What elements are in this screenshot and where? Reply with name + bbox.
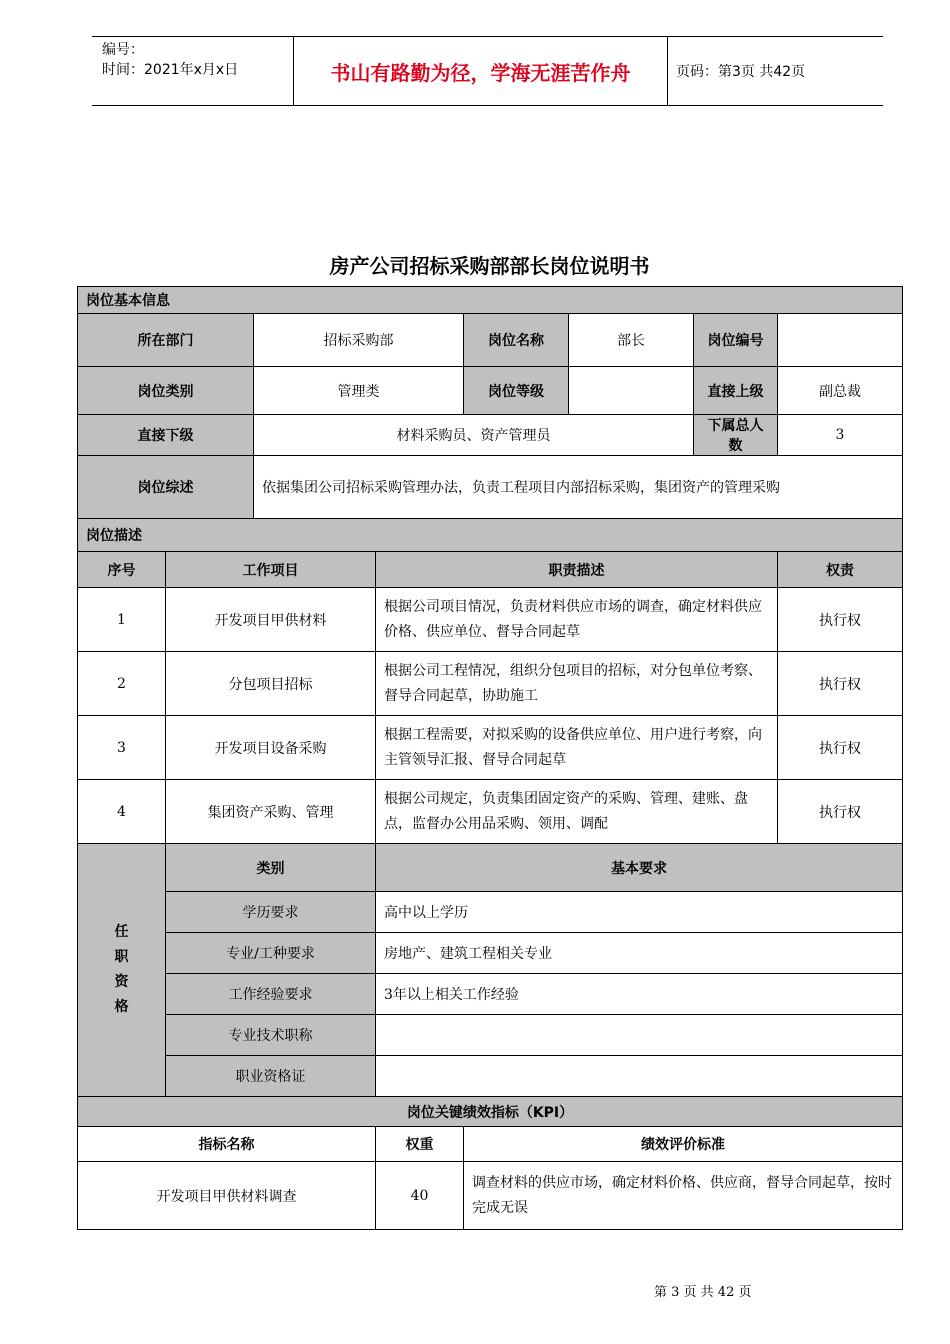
qualification-char: 资 [114, 974, 129, 990]
section-duties: 岗位描述 [78, 519, 903, 552]
position-name-value: 部长 [569, 314, 694, 367]
qual-category: 专业/工种要求 [166, 933, 376, 974]
duty-header-right: 权责 [778, 552, 903, 588]
position-code-value [778, 314, 903, 367]
duty-item: 开发项目设备采购 [166, 716, 376, 780]
summary-value: 依据集团公司招标采购管理办法，负责工程项目内部招标采购，集团资产的管理采购 [254, 456, 903, 519]
dept-label: 所在部门 [78, 314, 254, 367]
headcount-label: 下属总人数 [694, 415, 778, 456]
section-kpi: 岗位关键绩效指标（KPI） [78, 1097, 903, 1127]
document-title: 房产公司招标采购部部长岗位说明书 [329, 254, 650, 278]
kpi-header-name: 指标名称 [78, 1127, 376, 1162]
qual-category: 职业资格证 [166, 1056, 376, 1097]
table-row [78, 974, 903, 1015]
duty-item: 分包项目招标 [166, 652, 376, 716]
qual-requirement: 房地产、建筑工程相关专业 [376, 933, 903, 974]
duty-no: 2 [78, 652, 166, 716]
duty-item: 集团资产采购、管理 [166, 780, 376, 844]
duty-header-item: 工作项目 [166, 552, 376, 588]
table-row [78, 780, 903, 844]
duty-item: 开发项目甲供材料 [166, 588, 376, 652]
duty-right: 执行权 [778, 716, 903, 780]
qualification-char: 格 [114, 999, 129, 1015]
qual-category: 学历要求 [166, 892, 376, 933]
duty-right: 执行权 [778, 780, 903, 844]
table-row [78, 892, 903, 933]
section-qualification [78, 844, 166, 1097]
subordinate-value: 材料采购员、资产管理员 [254, 415, 694, 456]
duty-desc: 根据公司项目情况，负责材料供应市场的调查，确定材料供应价格、供应单位、督导合同起草 [376, 588, 778, 652]
duty-right: 执行权 [778, 652, 903, 716]
page-footer: 第 3 页 共 42 页 [654, 1285, 752, 1300]
kpi-weight: 40 [376, 1162, 464, 1230]
duty-desc: 根据公司规定，负责集团固定资产的采购、管理、建账、盘点，监督办公用品采购、领用、调配 [376, 780, 778, 844]
duty-header-no: 序号 [78, 552, 166, 588]
duty-header-desc: 职责描述 [376, 552, 778, 588]
qual-requirement: 3年以上相关工作经验 [376, 974, 903, 1015]
grade-label: 岗位等级 [464, 367, 569, 415]
superior-label: 直接上级 [694, 367, 778, 415]
table-row [78, 1162, 903, 1230]
table-row [78, 1015, 903, 1056]
kpi-standard: 调查材料的供应市场，确定材料价格、供应商，督导合同起草，按时完成无误 [464, 1162, 903, 1230]
job-description-table [77, 286, 903, 1230]
qual-requirement [376, 1015, 903, 1056]
code-label: 编号： [102, 42, 144, 58]
page-header [92, 36, 883, 106]
header-motto-cell [294, 37, 668, 105]
duty-desc: 根据工程需要，对拟采购的设备供应单位、用户进行考察，向主管领导汇报、督导合同起草 [376, 716, 778, 780]
kpi-header-weight: 权重 [376, 1127, 464, 1162]
duty-no: 1 [78, 588, 166, 652]
header-page-cell [668, 37, 883, 105]
time-label: 时间：2021年x月x日 [102, 62, 239, 78]
table-row [78, 933, 903, 974]
position-code-label: 岗位编号 [694, 314, 778, 367]
type-label: 岗位类别 [78, 367, 254, 415]
duty-right: 执行权 [778, 588, 903, 652]
subordinate-label: 直接下级 [78, 415, 254, 456]
headcount-value: 3 [778, 415, 903, 456]
dept-value: 招标采购部 [254, 314, 464, 367]
qual-header-requirement: 基本要求 [376, 844, 903, 892]
table-row [78, 652, 903, 716]
position-name-label: 岗位名称 [464, 314, 569, 367]
grade-value [569, 367, 694, 415]
header-meta [92, 37, 294, 105]
kpi-name: 开发项目甲供材料调查 [78, 1162, 376, 1230]
qual-requirement [376, 1056, 903, 1097]
qual-category: 专业技术职称 [166, 1015, 376, 1056]
qual-requirement: 高中以上学历 [376, 892, 903, 933]
qualification-char: 任 [114, 924, 129, 940]
superior-value: 副总裁 [778, 367, 903, 415]
qual-category: 工作经验要求 [166, 974, 376, 1015]
motto: 书山有路勤为径，学海无涯苦作舟 [330, 60, 631, 85]
table-row [78, 588, 903, 652]
qual-header-category: 类别 [166, 844, 376, 892]
summary-label: 岗位综述 [78, 456, 254, 519]
qualification-char: 职 [114, 949, 129, 965]
page-info: 页码：第3页 共42页 [676, 64, 806, 80]
duty-no: 4 [78, 780, 166, 844]
kpi-header-standard: 绩效评价标准 [464, 1127, 903, 1162]
table-row [78, 716, 903, 780]
table-row [78, 1056, 903, 1097]
section-basic-info: 岗位基本信息 [78, 287, 903, 314]
duty-desc: 根据公司工程情况，组织分包项目的招标，对分包单位考察、督导合同起草，协助施工 [376, 652, 778, 716]
duty-no: 3 [78, 716, 166, 780]
type-value: 管理类 [254, 367, 464, 415]
